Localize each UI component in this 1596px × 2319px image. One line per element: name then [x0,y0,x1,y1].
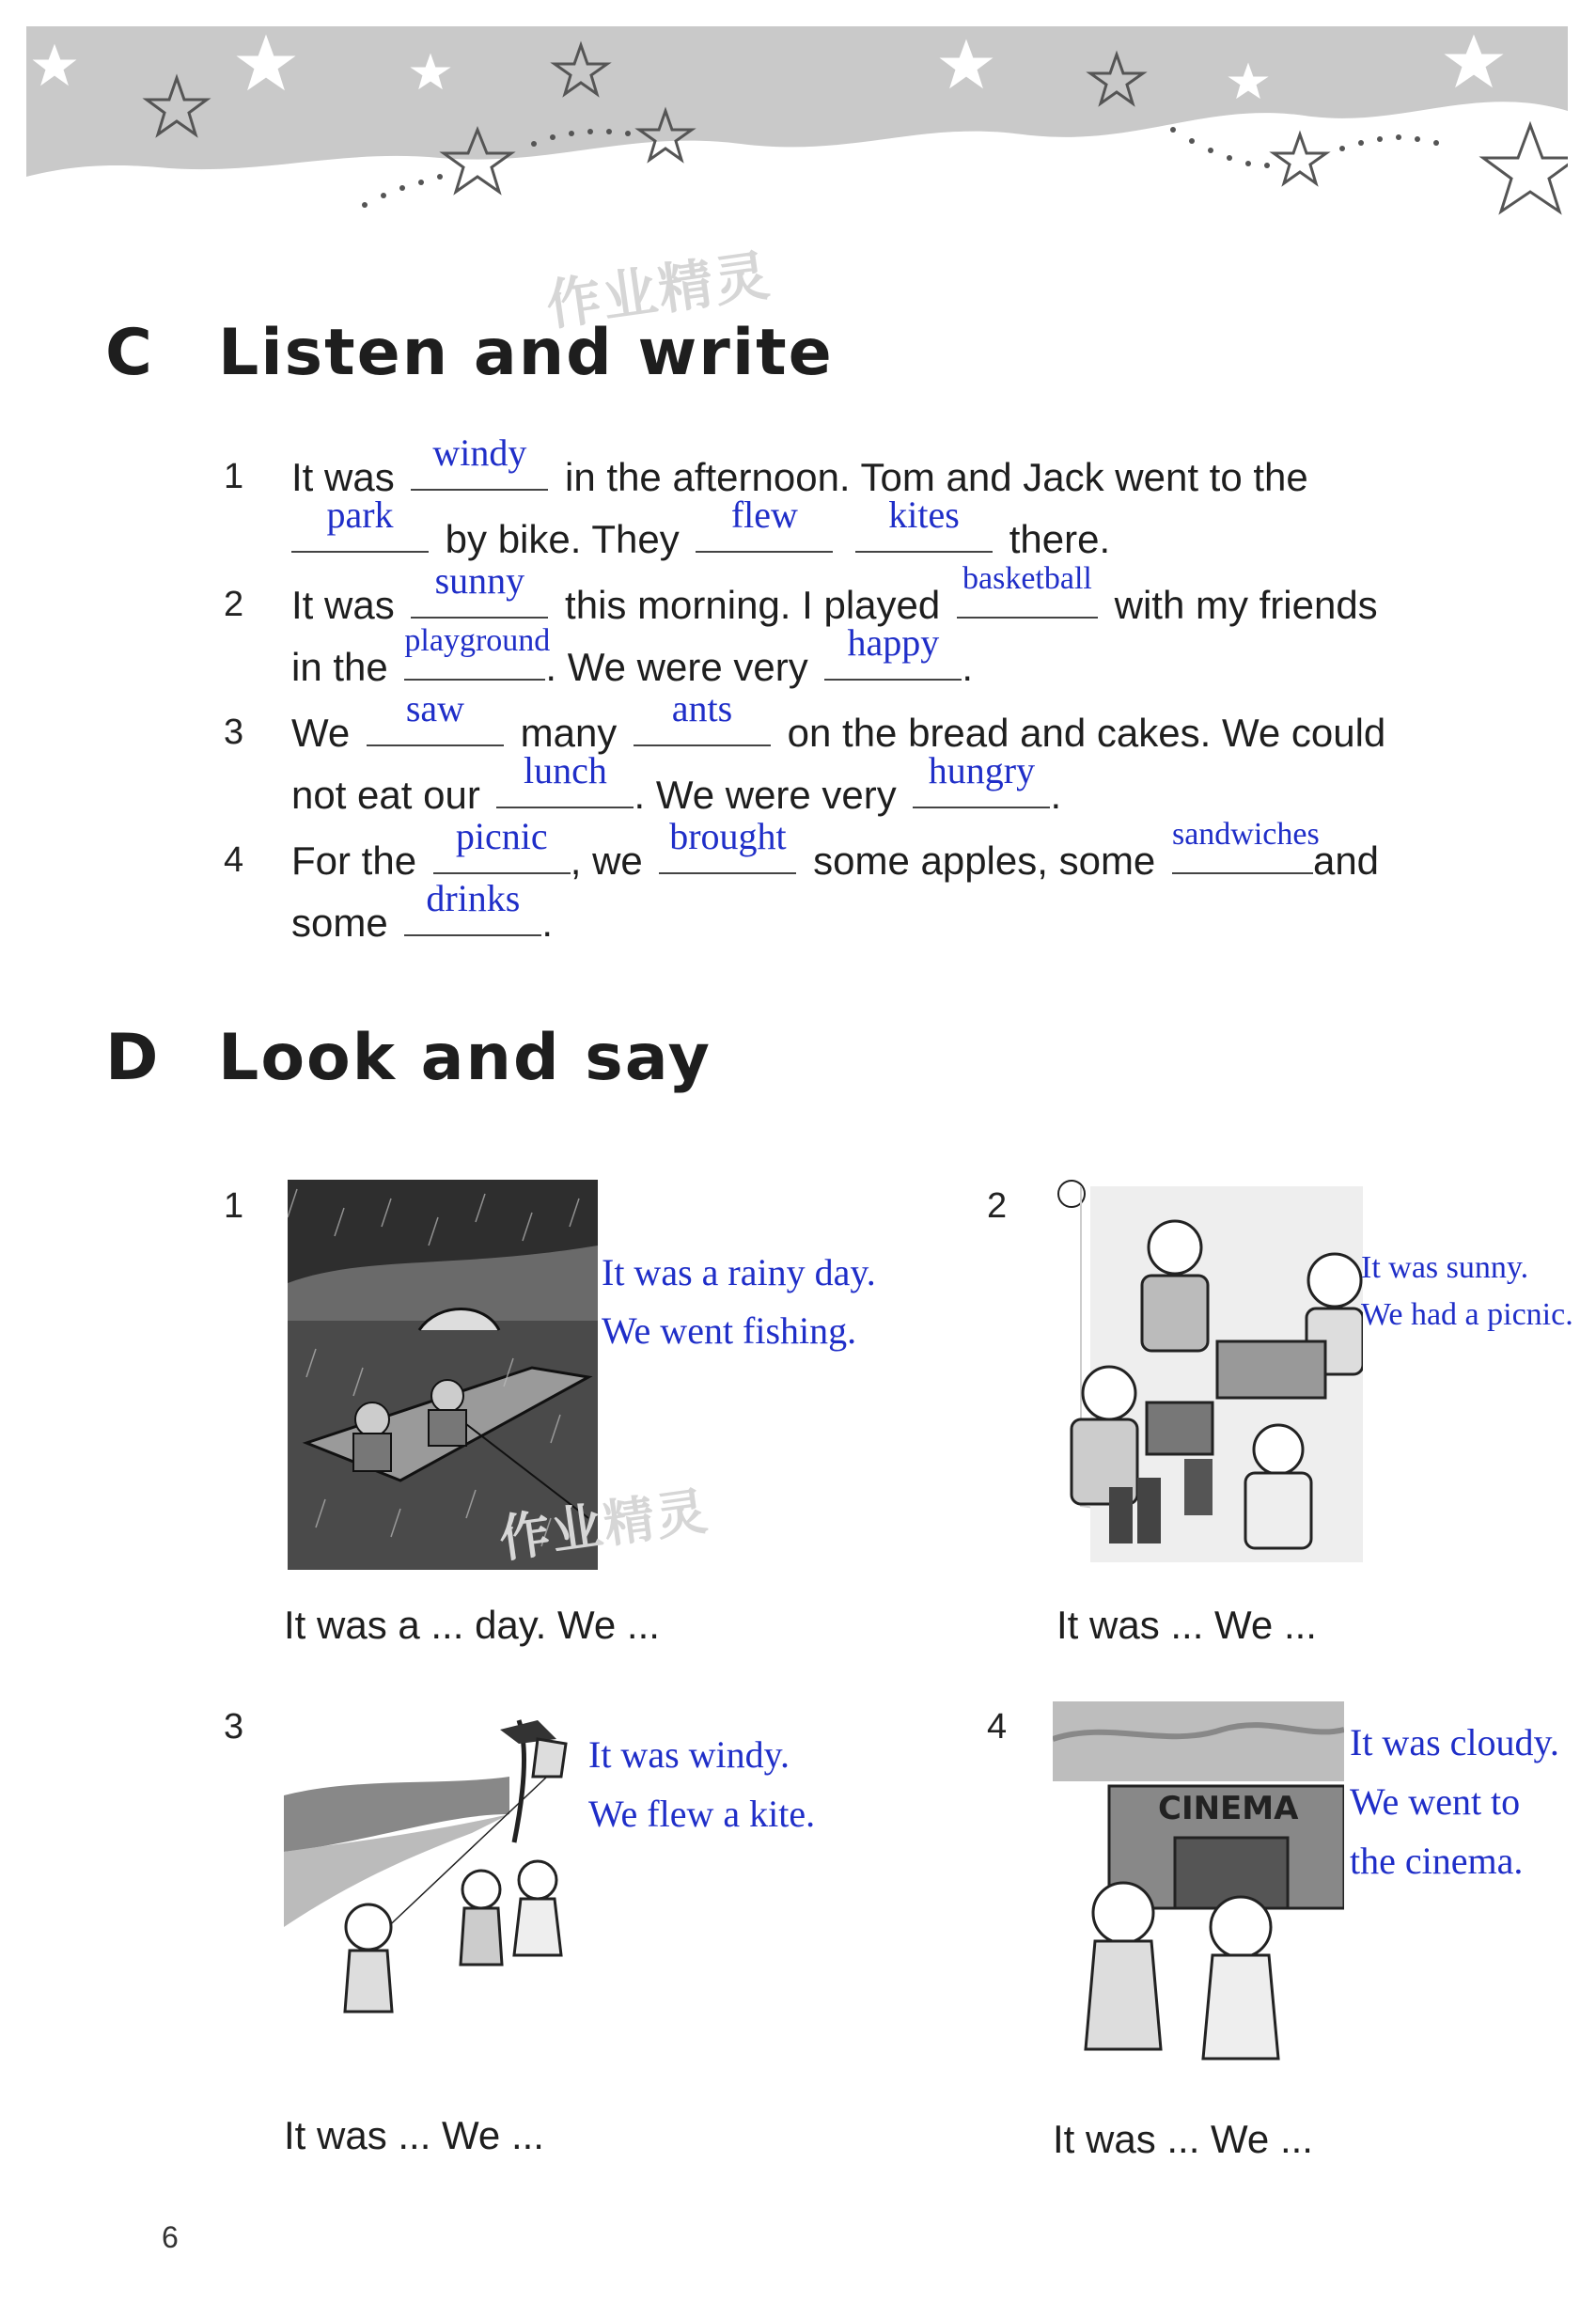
item-number: 1 [224,457,244,496]
section-c-title [105,316,834,390]
answer-blank[interactable]: flew [696,511,833,553]
sentence-prompt: It was ... We ... [1056,1603,1317,1647]
answer-blank[interactable]: sandwiches [1172,833,1313,874]
answer-blank[interactable]: lunch [496,767,634,808]
item-number: 2 [224,585,244,624]
page-number: 6 [162,2220,179,2254]
answer-blank[interactable]: windy [411,449,548,491]
section-heading: Look and say [218,1021,712,1095]
windy-kite-picture [284,1711,585,2077]
answer-blank[interactable]: ants [634,705,771,746]
c2-line2: in the playground . We were very happy . [291,621,974,689]
star-banner [26,26,1568,261]
answer-blank[interactable]: picnic [433,833,571,874]
item-number: 2 [987,1186,1008,1226]
handwritten-answer: We flew a kite. [588,1793,816,1835]
c4-line1: For the picnic , we brought some apples, some sandwiches and [291,815,1380,883]
handwritten-answer: the cinema. [1350,1840,1524,1882]
star-icon [1274,134,1326,183]
c3-line1: We saw many ants on the bread and cakes. We could [291,687,1386,755]
watermark: 作业精灵 [542,243,775,338]
handwritten-answer: It was windy. [588,1733,790,1776]
watermark: 作业精灵 [495,1481,712,1570]
answer-blank[interactable]: basketball [957,577,1098,619]
answer-blank[interactable]: brought [659,833,796,874]
section-letter: C [105,316,154,390]
answer-blank[interactable]: sunny [411,577,548,619]
handwritten-answer: It was cloudy. [1350,1721,1559,1763]
c4-line2: some drinks . [291,877,554,945]
answer-blank[interactable]: saw [367,705,504,746]
answer-blank[interactable]: kites [855,511,993,553]
handwritten-answer: We went to [1350,1780,1521,1823]
item-number: 3 [224,1707,244,1747]
star-icon [1483,125,1568,212]
handwritten-answer: It was sunny. [1361,1250,1529,1285]
answer-blank[interactable]: drinks [404,895,541,936]
answer-blank[interactable]: park [291,511,429,553]
handwritten-answer: We had a picnic. [1361,1297,1573,1332]
answer-blank[interactable]: happy [824,639,962,681]
item-number: 4 [987,1707,1008,1747]
picnic-picture [1053,1177,1363,1562]
section-d-title [105,1021,712,1095]
item-number: 1 [224,1186,244,1226]
item-number: 4 [224,840,244,880]
section-letter: D [105,1021,161,1095]
cloudy-cinema-picture [1053,1701,1344,2087]
item-number: 3 [224,713,244,752]
handwritten-answer: It was a rainy day. [602,1251,876,1293]
answer-blank[interactable]: hungry [913,767,1050,808]
sentence-prompt: It was ... We ... [1053,2117,1313,2161]
c1-line2: park by bike. They flew kites there. [291,511,1110,562]
section-heading: Listen and write [218,316,834,390]
cinema-sign: CINEMA [1158,1790,1299,1827]
c3-line2: not eat our lunch . We were very hungry . [291,749,1062,817]
c2-line1: It was sunny this morning. I played basketball with my friends [291,559,1378,627]
sentence-prompt: It was ... We ... [284,2113,544,2157]
c1-line1: It was windy in the afternoon. Tom and Jack went to the [291,431,1308,499]
answer-blank[interactable]: playground [404,639,545,681]
sentence-prompt: It was a ... day. We ... [284,1603,660,1647]
handwritten-answer: We went fishing. [602,1309,857,1352]
